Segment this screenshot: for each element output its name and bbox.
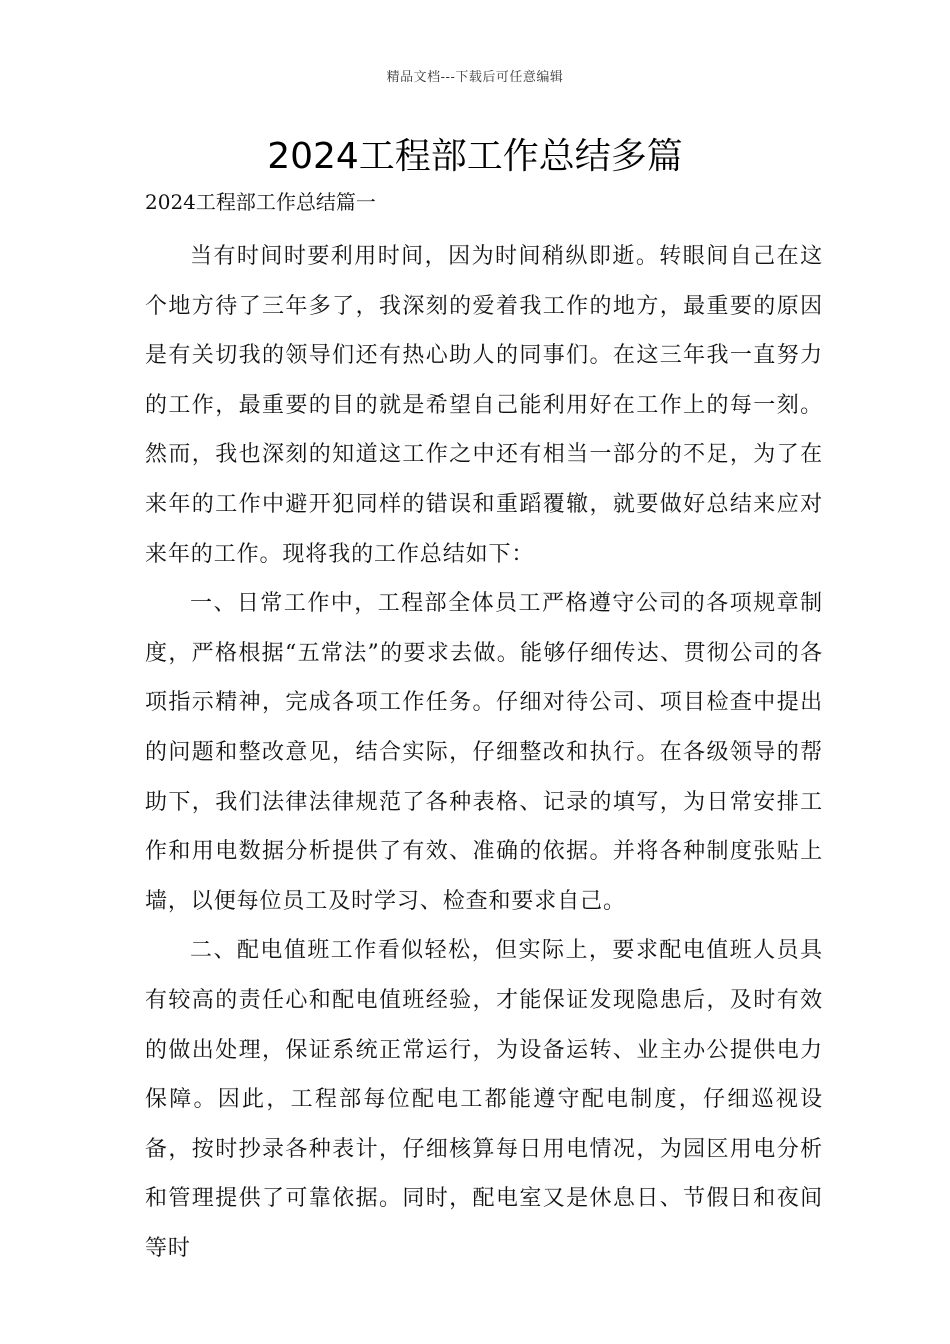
paragraph-daily-work: 一、日常工作中，工程部全体员工严格遵守公司的各项规章制度，严格根据“五常法”的要求去做。能够仔细传达、贯彻公司的各项指示精神，完成各项工作任务。仔细对待公司、项目检查中提出的问题和整改意见，结合实际，仔细整改和执行。在各级领导的帮助下，我们法律法律规范了各种表格、记录的填写，为日常安排工作和用电数据分析提供了有效、准确的依据。并将各种制度张贴上墙，以便每位员工及时学习、检查和要求自己。 (145, 591, 823, 914)
paragraph-intro: 当有时间时要利用时间，因为时间稍纵即逝。转眼间自己在这个地方待了三年多了，我深刻的爱着我工作的地方，最重要的原因是有关切我的领导们还有热心助人的同事们。在这三年我一直努力的工作，最重要的目的就是希望自己能利用好在工作上的每一刻。然而，我也深刻的知道这工作之中还有相当一部分的不足，为了在来年的工作中避开犯同样的错误和重蹈覆辙，就要做好总结来应对来年的工作。现将我的工作总结如下： (145, 244, 823, 567)
header-note: 精品文档---下载后可任意编辑 (386, 70, 564, 85)
document-title: 2024工程部工作总结多篇 (267, 136, 683, 177)
body-text (145, 232, 823, 1273)
section-heading: 2024工程部工作总结篇一 (145, 190, 376, 214)
paragraph-power-duty: 二、配电值班工作看似轻松，但实际上，要求配电值班人员具有较高的责任心和配电值班经验，才能保证发现隐患后，及时有效的做出处理，保证系统正常运行，为设备运转、业主办公提供电力保障。因此，工程部每位配电工都能遵守配电制度，仔细巡视设备，按时抄录各种表计，仔细核算每日用电情况，为园区用电分析和管理提供了可靠依据。同时，配电室又是休息日、节假日和夜间等时 (145, 938, 823, 1261)
